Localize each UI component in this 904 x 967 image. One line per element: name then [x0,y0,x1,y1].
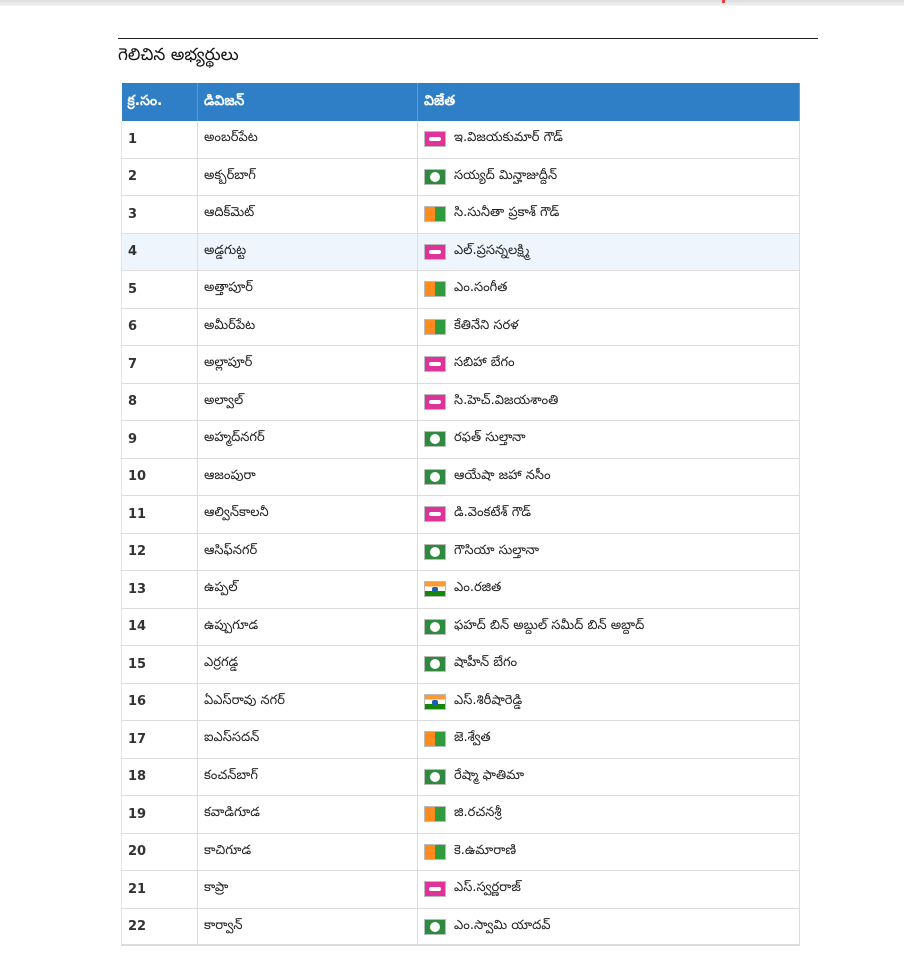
winner-cell [418,346,800,384]
party-symbol-icon [424,769,446,785]
division-name: కంచన్‌బాగ్ [198,758,418,796]
party-symbol-icon [424,169,446,185]
division-name: అల్లాపూర్ [198,346,418,384]
serial-number: 13 [122,571,198,609]
division-name: ఐఎస్‌సదన్ [198,721,418,759]
serial-number: 18 [122,758,198,796]
results-table [121,83,800,946]
winner-name: ఎల్.ప్రసన్నలక్ష్మి [454,242,530,258]
winner-cell [418,646,800,684]
serial-number: 5 [122,271,198,309]
serial-number: 1 [122,121,198,158]
winner-wrapper [424,468,793,486]
party-symbol-icon [424,319,446,335]
winner-cell [418,158,800,196]
table-row [122,383,800,421]
winner-name: ఎం.రజిత [454,580,502,596]
winner-name: డి.వెంకటేశ్ గౌడ్ [454,505,531,521]
table-row [122,496,800,534]
division-name: ఆదిక్‌మెట్ [198,196,418,234]
serial-number: 21 [122,871,198,909]
winner-cell [418,308,800,346]
header-winner: విజేత [418,83,800,121]
winner-name: షాహీన్ బేగం [454,655,518,671]
winner-wrapper [424,318,793,336]
winner-wrapper [424,730,793,748]
party-symbol-icon [424,131,446,147]
header-serial: క్ర.సం. [122,83,198,121]
winner-cell [418,796,800,834]
winner-wrapper [424,393,793,411]
winner-wrapper [424,768,793,786]
party-symbol-icon [424,206,446,222]
serial-number: 11 [122,496,198,534]
serial-number: 8 [122,383,198,421]
winner-wrapper [424,430,793,448]
division-name: అక్బర్‌బాగ్ [198,158,418,196]
winner-name: ఇ.విజయకుమార్ గౌడ్ [454,130,563,146]
division-name: కార్వాన్ [198,908,418,946]
winner-name: ఎం.సంగీత [454,280,508,296]
division-name: ఉప్పుగూడ [198,608,418,646]
division-name: ఉప్పల్ [198,571,418,609]
winner-name: కేతినేని సరళ [454,317,519,333]
division-name: ఆసిఫ్‌నగర్ [198,533,418,571]
winner-wrapper [424,243,793,261]
winner-name: రఫత్ సుల్తానా [454,430,526,446]
table-row [122,908,800,946]
serial-number: 12 [122,533,198,571]
winner-wrapper [424,280,793,298]
winner-name: ఆయేషా జహా నసీం [454,467,551,483]
winner-cell [418,421,800,459]
party-symbol-icon [424,431,446,447]
party-symbol-icon [424,469,446,485]
serial-number: 20 [122,833,198,871]
winner-name: కె.ఉమారాణి [454,842,517,858]
winner-wrapper [424,205,793,223]
winner-name: గౌసియా సుల్తానా [454,542,539,558]
winner-wrapper [424,693,793,711]
party-symbol-icon [424,356,446,372]
division-name: కవాడిగూడ [198,796,418,834]
table-row [122,571,800,609]
table-row [122,646,800,684]
serial-number: 7 [122,346,198,384]
party-symbol-icon [424,656,446,672]
winner-cell [418,533,800,571]
party-symbol-icon [424,806,446,822]
winner-name: జి.రచనశ్రీ [454,805,502,821]
party-symbol-icon [424,244,446,260]
winner-cell [418,383,800,421]
winner-cell [418,121,800,158]
serial-number: 19 [122,796,198,834]
winner-cell [418,758,800,796]
winner-cell [418,833,800,871]
table-bottom-rule [121,944,799,945]
division-name: అల్వాల్ [198,383,418,421]
party-symbol-icon [424,694,446,710]
winner-name: సబిహా బేగం [454,355,515,371]
winner-wrapper [424,655,793,673]
winner-name: ఎం.స్వామి యాదవ్ [454,917,551,933]
division-name: ఎర్రగడ్డ [198,646,418,684]
party-symbol-icon [424,844,446,860]
table-row [122,833,800,871]
serial-number: 17 [122,721,198,759]
table-row [122,196,800,234]
serial-number: 22 [122,908,198,946]
party-symbol-icon [424,394,446,410]
table-row [122,721,800,759]
table-row [122,121,800,158]
winner-wrapper [424,618,793,636]
winner-name: ఫహద్ బిన్ అబ్దుల్ సమీద్ బిన్ అబ్దాద్ [454,617,645,633]
winner-cell [418,458,800,496]
table-row [122,308,800,346]
table-row [122,608,800,646]
division-name: అత్తాపూర్ [198,271,418,309]
winner-wrapper [424,843,793,861]
winner-cell [418,271,800,309]
table-header-row [122,83,800,121]
serial-number: 4 [122,233,198,271]
winner-name: సి.హెచ్.విజయశాంతి [454,392,559,408]
table-row [122,796,800,834]
serial-number: 10 [122,458,198,496]
party-symbol-icon [424,281,446,297]
serial-number: 14 [122,608,198,646]
table-row [122,421,800,459]
winner-wrapper [424,130,793,148]
top-bar [0,0,904,6]
division-name: అంబర్‌పేట [198,121,418,158]
table-row [122,683,800,721]
serial-number: 15 [122,646,198,684]
serial-number: 9 [122,421,198,459]
table-row [122,271,800,309]
winner-cell [418,683,800,721]
winner-name: సి.సునీతా ప్రకాశ్ గౌడ్ [454,205,560,221]
table-row [122,758,800,796]
winner-wrapper [424,580,793,598]
table-row [122,533,800,571]
winner-cell [418,196,800,234]
winner-wrapper [424,880,793,898]
party-symbol-icon [424,881,446,897]
page-title: గెలిచిన అభ్యర్థులు [118,45,239,65]
party-symbol-icon [424,506,446,522]
winner-name: రేష్మా ఫాతిమా [454,767,525,783]
winner-cell [418,233,800,271]
party-symbol-icon [424,581,446,597]
party-symbol-icon [424,919,446,935]
winner-name: ఎస్.స్వర్ణరాజ్ [454,880,521,896]
division-name: ఆల్విన్‌కాలనీ [198,496,418,534]
heading-divider [118,38,818,39]
party-symbol-icon [424,544,446,560]
table-row [122,346,800,384]
winner-cell [418,496,800,534]
winner-wrapper [424,355,793,373]
winner-wrapper [424,543,793,561]
winner-cell [418,571,800,609]
division-name: ఏఎస్‌రావు నగర్ [198,683,418,721]
division-name: అడ్డగుట్ట [198,233,418,271]
serial-number: 16 [122,683,198,721]
division-name: అమీర్‌పేట [198,308,418,346]
division-name: అహ్మద్‌నగర్ [198,421,418,459]
table-row [122,158,800,196]
winner-name: సయ్యద్ మిన్హాజుద్దీన్ [454,167,558,183]
winner-cell [418,871,800,909]
winner-cell [418,908,800,946]
table-row [122,458,800,496]
winner-cell [418,608,800,646]
winner-wrapper [424,168,793,186]
table-row [122,233,800,271]
serial-number: 2 [122,158,198,196]
winner-wrapper [424,918,793,936]
winner-name: ఎస్.శిరీషారెడ్డి [454,692,523,708]
winner-cell [418,721,800,759]
division-name: ఆజంపురా [198,458,418,496]
party-symbol-icon [424,731,446,747]
winner-wrapper [424,805,793,823]
party-symbol-icon [424,619,446,635]
winner-name: జె.శ్వేత [454,730,491,746]
division-name: కాప్రా [198,871,418,909]
serial-number: 6 [122,308,198,346]
serial-number: 3 [122,196,198,234]
division-name: కాచిగూడ [198,833,418,871]
header-division: డివిజన్ [198,83,418,121]
winner-wrapper [424,505,793,523]
top-bar-marker [722,0,725,3]
table-row [122,871,800,909]
